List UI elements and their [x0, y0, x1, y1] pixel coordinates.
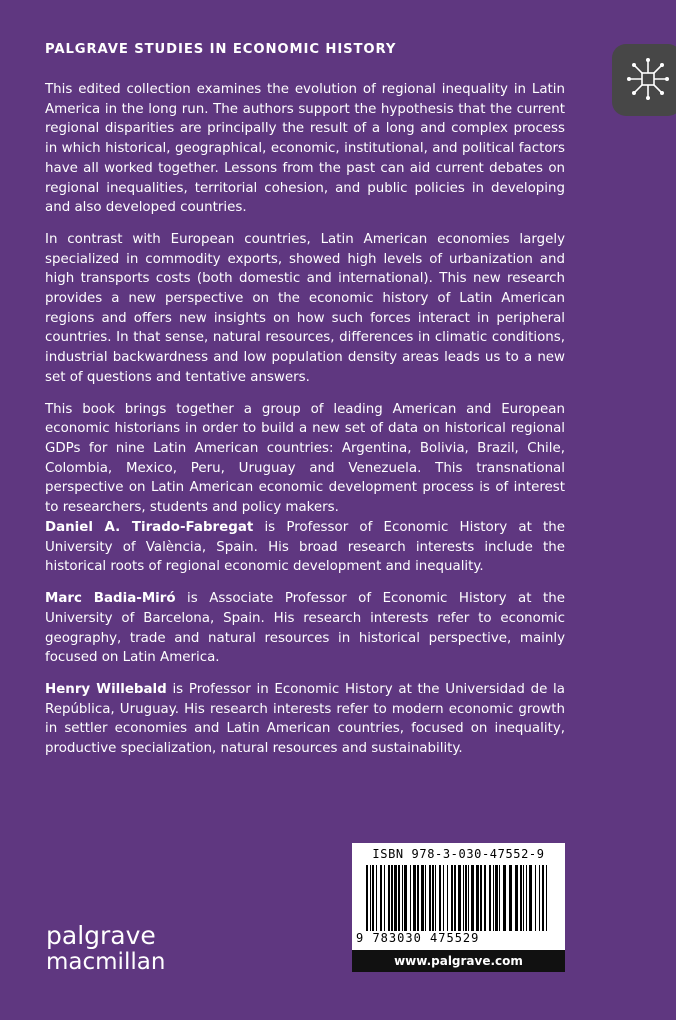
website-link[interactable]: www.palgrave.com — [352, 950, 565, 972]
bio-tirado-fabregat — [45, 518, 565, 577]
isbn-label: ISBN 978-3-030-47552-9 — [372, 847, 545, 861]
publisher-logo — [46, 922, 165, 976]
series-title: PALGRAVE STUDIES IN ECONOMIC HISTORY — [45, 42, 397, 57]
book-description — [45, 80, 565, 530]
ean-digits: 9 783030 475529 — [356, 931, 480, 945]
barcode-bars — [366, 865, 552, 931]
editor-name: Marc Badia-Miró — [45, 591, 176, 607]
editor-bios — [45, 518, 565, 771]
description-paragraph-1: This edited collection examines the evolution of regional inequality in Latin America in the long run. The authors support the hypothesis that the current regional disparities are principally the result of a long and complex process in which historical, geographical, economic, institutional, and political factors have all worked together. Lessons from the past can aid current debates on regional inequalities, territorial cohesion, and public policies in developing and also developed countries. — [45, 82, 565, 216]
bio-text: is Associate Professor of Economic History at the University of Barcelona, Spain. His research interests refer to economic geography, trade and natural resources in historical perspective, mainly focused on Latin America. — [45, 591, 565, 666]
isbn-barcode — [352, 843, 565, 972]
publisher-name-line2: macmillan — [46, 949, 166, 975]
palgrave-star-logo-icon — [612, 44, 676, 116]
bio-text: is Professor of Economic History at the University of València, Spain. His broad research interests include the historical roots of regional economic development and inequality. — [45, 520, 566, 575]
publisher-name-line1: palgrave — [46, 921, 156, 950]
bio-text: is Professor in Economic History at the Universidad de la República, Uruguay. His research interests refer to modern economic growth in settler economies and Latin American countries, focused on inequality, productive specialization, natural resources and sustainability. — [45, 681, 565, 757]
editor-name: Henry Willebald — [45, 681, 167, 697]
bio-willebald — [45, 680, 565, 759]
description-paragraph-3: This book brings together a group of leading American and European economic historians in order to build a new set of data on historical regional GDPs for nine Latin American countries: Argentina, Bolivia, Brazil, Chile, Colombia, Mexico, Peru, Uruguay and Venezuela. This transnational perspective on Latin American economic development process is of interest to researchers, students and policy makers. — [45, 401, 565, 516]
bio-badia-miro — [45, 589, 565, 668]
description-paragraph-2: In contrast with European countries, Latin American economies largely specialized in commodity exports, showed high levels of urbanization and high transports costs (both domestic and international). This new research provides a new perspective on the economic history of Latin American regions and offers new insights on how such forces interact in peripheral countries. In that sense, natural resources, differences in climatic conditions, industrial backwardness and low population density areas leads us to a new set of questions and tentative answers. — [45, 231, 565, 385]
editor-name: Daniel A. Tirado-Fabregat — [45, 520, 254, 535]
